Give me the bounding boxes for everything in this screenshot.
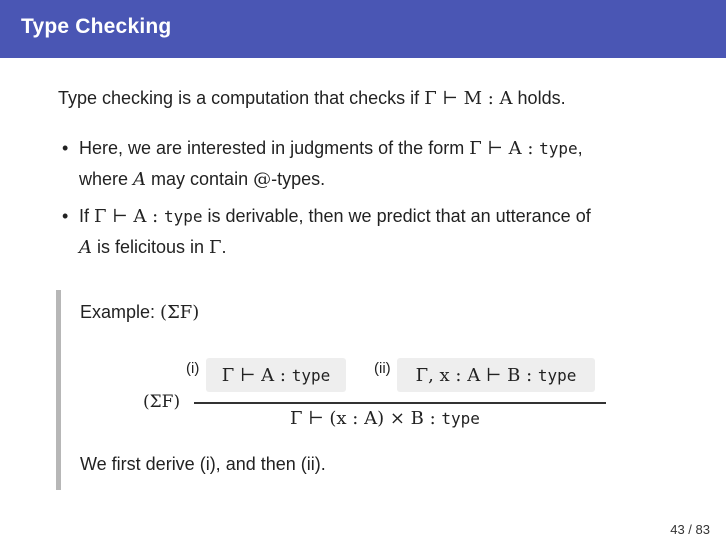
conclusion-formula: Γ ⊢ (x : A) × B : (290, 408, 442, 429)
premise-formula: Γ ⊢ A : (221, 365, 292, 386)
bullet-text-segment: . (221, 237, 227, 257)
type-keyword: type (441, 409, 480, 428)
bullet-text-segment: If (79, 206, 95, 226)
at-symbol: @ (253, 169, 272, 190)
premise-ii-box (397, 358, 595, 392)
bullet-text-segment: is felicitous in (92, 237, 210, 257)
slide-header (0, 0, 726, 58)
bullet-dot: • (62, 206, 69, 226)
example-rule-name: (ΣF) (160, 302, 200, 323)
intro-suffix: holds. (512, 88, 566, 108)
premise-tag-ii: (ii) (374, 360, 391, 377)
bullet-text-segment: is derivable, then we predict that an utterance of (202, 206, 591, 226)
example-block-bar (56, 290, 61, 490)
type-keyword: type (539, 139, 578, 158)
bullet-dot: • (62, 138, 69, 158)
type-keyword: type (537, 366, 577, 385)
inference-rule-name: (ΣF) (143, 392, 181, 412)
rule-conclusion (290, 408, 480, 429)
bullet-line (79, 133, 583, 164)
bullet-text-segment: may contain (146, 169, 254, 189)
type-variable: A (133, 169, 147, 190)
bullet-line (79, 164, 583, 195)
type-variable: A (79, 237, 92, 258)
bullet-line (79, 232, 591, 263)
page-number: 43 / 83 (670, 522, 710, 537)
intro-prefix: Type checking is a computation that checks if (58, 88, 425, 108)
intro-formula: Γ ⊢ M : A (424, 88, 513, 109)
inference-rule-line (194, 402, 606, 404)
judgment-formula: Γ ⊢ A : (94, 206, 164, 227)
bullet-text-segment: , (577, 138, 583, 158)
premise-i-box (206, 358, 346, 392)
example-note: We first derive (i), and then (ii). (80, 454, 326, 474)
premise-tag-i: (i) (186, 360, 200, 377)
type-keyword: type (163, 207, 203, 226)
bullet-text-segment: -types. (271, 169, 326, 189)
intro-sentence (58, 88, 566, 109)
slide-title: Type Checking (21, 15, 172, 38)
premise-formula: Γ, x : A ⊢ B : (415, 365, 538, 386)
example-label-text: Example: (80, 302, 161, 322)
judgment-formula: Γ ⊢ A : (469, 138, 540, 159)
bullet-text-segment: Here, we are interested in judgments of the form (79, 138, 470, 158)
bullet-text (79, 133, 583, 195)
bullet-text-segment: where (79, 169, 134, 189)
example-label (80, 302, 199, 323)
context-symbol: Γ (209, 237, 222, 258)
bullet-line (79, 201, 591, 232)
bullet-text (79, 201, 591, 263)
type-keyword: type (291, 366, 331, 385)
